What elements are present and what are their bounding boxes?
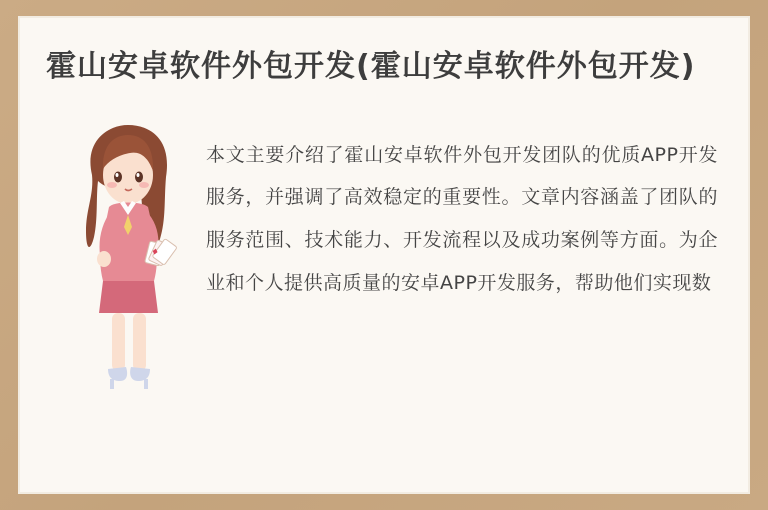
article-card	[18, 16, 750, 494]
page-title: 霍山安卓软件外包开发(霍山安卓软件外包开发)	[46, 49, 696, 84]
girl-with-cards-illustration	[54, 123, 204, 413]
article-paragraph: 本文主要介绍了霍山安卓软件外包开发团队的优质APP开发服务，并强调了高效稳定的重要性。文章内容涵盖了团队的服务范围、技术能力、开发流程以及成功案例等方面。为企业和个人提供高质量的安卓APP开发服务，帮助他们实现数	[206, 143, 718, 294]
illustration	[46, 115, 206, 415]
article-content	[20, 18, 748, 492]
character-svg	[54, 123, 204, 413]
article-body-area	[46, 115, 722, 415]
